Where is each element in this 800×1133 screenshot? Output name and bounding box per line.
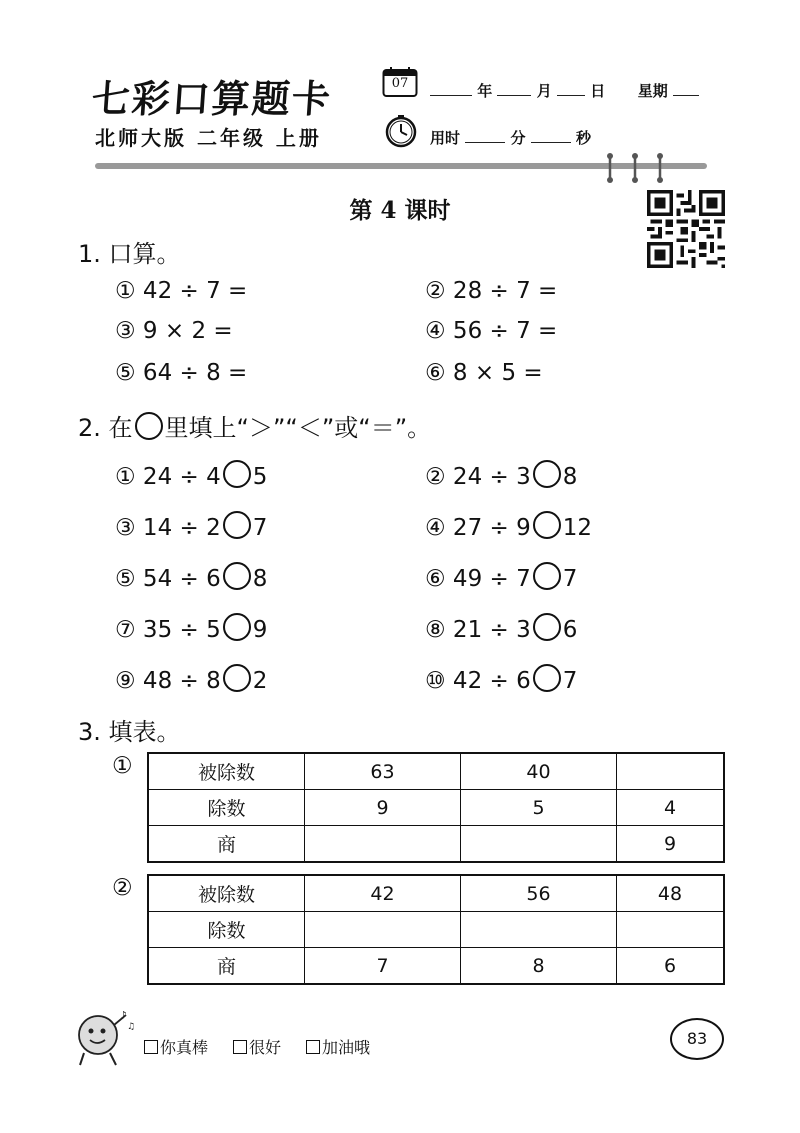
checkbox-icon[interactable] [233, 1040, 247, 1054]
s2-item-7: ⑦ 35 ÷ 5 9 [115, 613, 267, 643]
s2-item-5: ⑤ 54 ÷ 6 8 [115, 562, 267, 592]
rating-option-2[interactable]: 很好 [233, 1035, 281, 1058]
year-label: 年 [477, 82, 493, 100]
checkbox-icon[interactable] [306, 1040, 320, 1054]
section1-heading: 1. 口算。 [78, 240, 181, 268]
table1-label: ① [112, 753, 133, 779]
answer-circle[interactable] [533, 460, 561, 488]
table1 [147, 752, 725, 863]
time-used-label: 用时 [430, 129, 461, 147]
blank-circle-icon [135, 412, 163, 440]
table2-label: ② [112, 875, 133, 901]
svg-text:♪: ♪ [120, 1009, 128, 1022]
s2-item-3: ③ 14 ÷ 2 7 [115, 511, 267, 541]
answer-circle[interactable] [223, 664, 251, 692]
answer-circle[interactable] [533, 664, 561, 692]
s2-item-4: ④ 27 ÷ 9 12 [425, 511, 592, 541]
date-line [430, 80, 699, 101]
s1-item-2: ② 28 ÷ 7 = [425, 278, 558, 304]
rating-option-1[interactable]: 你真棒 [144, 1035, 208, 1058]
s2-heading-pre: 2. 在 [78, 414, 133, 442]
month-label: 月 [536, 82, 552, 100]
calendar-day: 07 [391, 76, 409, 91]
answer-circle[interactable] [533, 613, 561, 641]
seconds-label: 秒 [575, 129, 591, 147]
answer-circle[interactable] [223, 460, 251, 488]
logo-title: 七彩口算题卡 [90, 76, 334, 121]
s1-item-6: ⑥ 8 × 5 = [425, 360, 543, 386]
s1-item-1: ① 42 ÷ 7 = [115, 278, 248, 304]
day-label: 日 [590, 82, 606, 100]
rating-option-3[interactable]: 加油哦 [306, 1035, 370, 1058]
minutes-label: 分 [510, 129, 526, 147]
table-row: 除数 [148, 912, 724, 948]
section3-heading: 3. 填表。 [78, 718, 181, 746]
s1-item-5: ⑤ 64 ÷ 8 = [115, 360, 248, 386]
s2-item-1: ① 24 ÷ 4 5 [115, 460, 267, 490]
s2-item-8: ⑧ 21 ÷ 3 6 [425, 613, 577, 643]
answer-circle[interactable] [223, 613, 251, 641]
answer-circle[interactable] [223, 511, 251, 539]
binder-rings [602, 152, 672, 184]
s2-item-9: ⑨ 48 ÷ 8 2 [115, 664, 267, 694]
s1-item-4: ④ 56 ÷ 7 = [425, 318, 558, 344]
table-row: 商 9 [148, 826, 724, 863]
s2-item-6: ⑥ 49 ÷ 7 7 [425, 562, 577, 592]
checkbox-icon[interactable] [144, 1040, 158, 1054]
answer-circle[interactable] [223, 562, 251, 590]
page-number: 83 [670, 1018, 724, 1060]
mascot-icon [70, 1005, 136, 1069]
s2-heading-post: 里填上“＞”“＜”或“＝”。 [164, 414, 432, 442]
s2-item-10: ⑩ 42 ÷ 6 7 [425, 664, 577, 694]
lesson-title: 第 4 课时 [349, 197, 451, 224]
table-row: 被除数 42 56 48 [148, 875, 724, 912]
table-row: 被除数 63 40 [148, 753, 724, 790]
clock-icon [384, 114, 418, 148]
s1-item-3: ③ 9 × 2 = [115, 318, 233, 344]
s2-item-2: ② 24 ÷ 3 8 [425, 460, 577, 490]
section2-heading [78, 408, 431, 443]
table-row: 除数 9 5 4 [148, 790, 724, 826]
weekday-label: 星期 [637, 82, 668, 100]
table2 [147, 874, 725, 985]
answer-circle[interactable] [533, 511, 561, 539]
table-row: 商 7 8 6 [148, 948, 724, 985]
answer-circle[interactable] [533, 562, 561, 590]
time-line [430, 127, 591, 148]
edition-subtitle: 北师大版 二年级 上册 [95, 126, 322, 150]
svg-text:♫: ♫ [127, 1022, 136, 1032]
